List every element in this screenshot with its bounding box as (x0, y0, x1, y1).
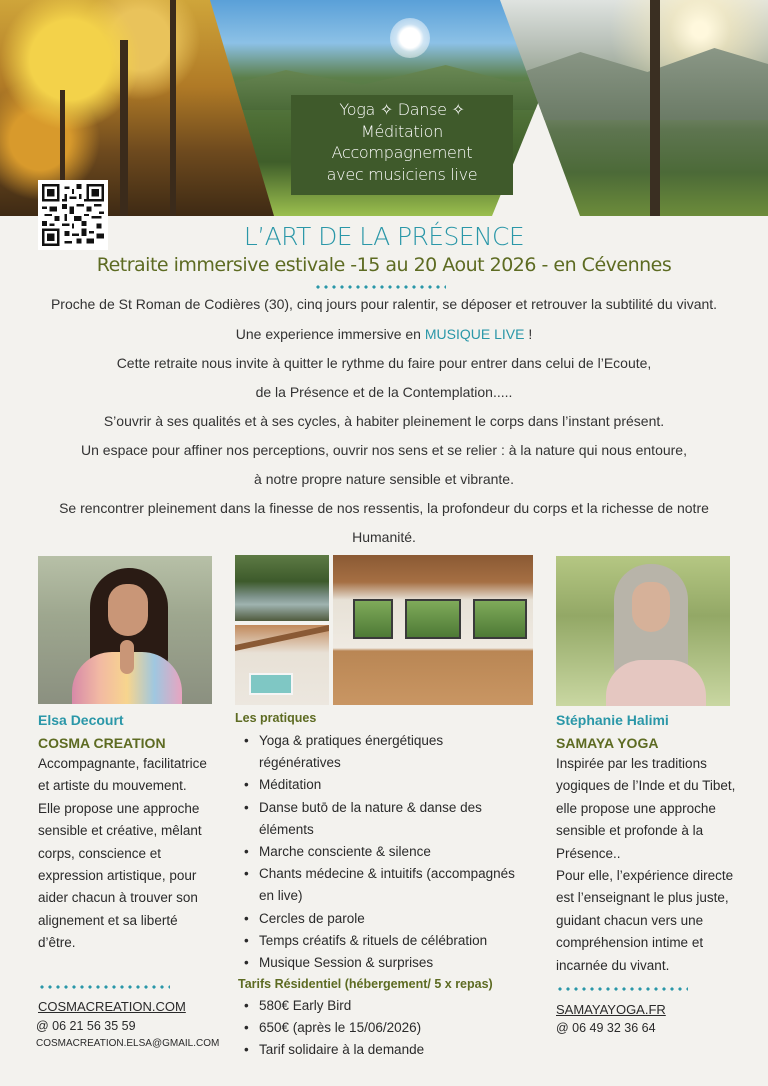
intro-line: Proche de St Roman de Codières (30), cinq jours pour ralentir, se déposer et retrouver la subtilité du vivant. (50, 296, 718, 312)
activities-line: Méditation (361, 121, 443, 141)
list-item: • Cercles de parole (235, 908, 535, 930)
stephanie-website-link[interactable]: SAMAYAYOGA.FR (556, 1002, 666, 1017)
window (405, 599, 461, 639)
hero-banner (0, 0, 768, 216)
list-item: • Danse butō de la nature & danse des (235, 797, 535, 819)
river-photo (235, 555, 329, 621)
list-item: • Musique Session & surprises (235, 952, 535, 974)
pratiques-heading: Les pratiques (235, 711, 317, 725)
list-item: • Temps créatifs & rituels de célébration (235, 930, 535, 952)
dotted-divider (314, 285, 446, 289)
stephanie-portrait (556, 556, 730, 706)
intro-line-text: Une experience immersive en (235, 326, 421, 342)
praying-hands (120, 640, 134, 674)
wooden-beam (235, 625, 329, 651)
intro-line (0, 326, 768, 342)
dotted-divider (556, 987, 688, 991)
page-title: L’ART DE LA PRÉSENCE (243, 222, 525, 251)
elsa-bio-line: sensible et créative, mêlant (38, 823, 202, 839)
sun (390, 18, 430, 58)
stephanie-name: Stéphanie Halimi (556, 712, 669, 728)
stephanie-bio-line: compréhension intime et (556, 935, 704, 951)
list-item: • Marche consciente & silence (235, 841, 535, 863)
stephanie-bio-line: yogiques de l’Inde et du Tibet, (556, 778, 736, 794)
yoga-hall-photo (333, 555, 533, 705)
elsa-bio-line: aider chacun à trouver son (38, 890, 198, 906)
tree-trunk (170, 0, 176, 216)
stephanie-brand: SAMAYA YOGA (556, 735, 659, 751)
list-item-continuation: régénératives (259, 755, 341, 771)
tree-trunk (120, 40, 128, 216)
misty-hills-photo (500, 0, 768, 216)
music-live-highlight: MUSIQUE LIVE (424, 326, 525, 342)
list-item-continuation: éléments (259, 821, 314, 837)
price-item: • 650€ (après le 15/06/2026) (235, 1017, 535, 1039)
stephanie-bio-line: est l’enseignant le plus juste, (556, 890, 729, 906)
elsa-website-link[interactable]: COSMACREATION.COM (38, 999, 186, 1014)
elsa-bio-line: alignement et sa liberté (38, 912, 178, 928)
intro-line: Se rencontrer pleinement dans la finesse de nos ressentis, la profondeur du corps et la richesse de notre (59, 500, 709, 516)
pratiques-list (235, 730, 535, 974)
intro-line-suffix: ! (524, 326, 533, 342)
stephanie-phone[interactable]: @ 06 49 32 36 64 (556, 1021, 656, 1035)
stephanie-bio-line: elle propose une approche (556, 800, 716, 816)
stephanie-bio-line: sensible et profonde à la (556, 823, 704, 839)
elsa-bio-line: expression artistique, pour (38, 868, 197, 884)
elsa-email-link[interactable]: COSMACREATION.ELSA@GMAIL.COM (36, 1038, 220, 1049)
stephanie-bio-line: Inspirée par les traditions (556, 756, 707, 771)
tree-trunk (650, 0, 660, 216)
intro-line: Un espace pour affiner nos perceptions, ouvrir nos sens et se relier : à la nature qui nous entoure, (81, 442, 687, 458)
elsa-bio-line: d’être. (38, 935, 76, 951)
stephanie-bio (556, 753, 761, 977)
elsa-phone[interactable]: @ 06 21 56 35 59 (36, 1019, 136, 1033)
intro-line: S’ouvrir à ses qualités et à ses cycles, à habiter pleinement le corps dans l’instant présent. (103, 413, 665, 429)
list-item: • Yoga & pratiques énergétiques (235, 730, 535, 752)
elsa-bio-line: Accompagnante, facilitatrice (38, 756, 207, 771)
intro-line: Humanité. (352, 529, 416, 545)
price-item: • Tarif solidaire à la demande (235, 1039, 535, 1061)
activities-line: Yoga ✧ Danse ✧ (339, 100, 465, 119)
elsa-bio-line: et artiste du mouvement. (38, 778, 187, 794)
activities-line: avec musiciens live (326, 164, 478, 184)
intro-line: de la Présence et de la Contemplation..... (255, 384, 513, 400)
intro-line: à notre propre nature sensible et vibrante. (254, 471, 514, 487)
list-item-continuation: en live) (259, 888, 303, 904)
activities-box (291, 95, 513, 195)
window (353, 599, 393, 639)
elsa-name: Elsa Decourt (38, 712, 124, 728)
elsa-bio-line: corps, conscience et (38, 845, 162, 861)
elsa-brand: COSMA CREATION (38, 735, 166, 751)
intro-line: Cette retraite nous invite à quitter le rythme du faire pour entrer dans celui de l’Ecoute, (116, 355, 652, 371)
elsa-bio (38, 753, 238, 955)
activities-line: Accompagnement (331, 143, 473, 163)
stephanie-bio-line: Pour elle, l’expérience directe (556, 868, 734, 884)
pink-top (606, 660, 706, 706)
list-item: • Chants médecine & intuitifs (accompagnés (235, 863, 535, 885)
price-item: • 580€ Early Bird (235, 995, 535, 1017)
bed (249, 673, 293, 695)
elsa-portrait (38, 556, 212, 704)
dotted-divider (38, 985, 170, 989)
stephanie-bio-line: incarnée du vivant. (556, 957, 670, 973)
bedroom-photo (235, 625, 329, 705)
stephanie-bio-line: Présence.. (556, 845, 621, 861)
mountain-ridge (500, 40, 768, 120)
page-subtitle: Retraite immersive estivale -15 au 20 Aout 2026 - en Cévennes (96, 254, 672, 276)
face (108, 584, 148, 636)
elsa-bio-line: Elle propose une approche (38, 800, 200, 816)
tarifs-list (235, 995, 535, 1062)
list-item: • Méditation (235, 774, 535, 796)
tarifs-heading: Tarifs Résidentiel (hébergement/ 5 x repas) (238, 977, 493, 991)
stephanie-bio-line: guidant chacun vers une (556, 912, 704, 928)
window (473, 599, 527, 639)
face (632, 582, 670, 632)
